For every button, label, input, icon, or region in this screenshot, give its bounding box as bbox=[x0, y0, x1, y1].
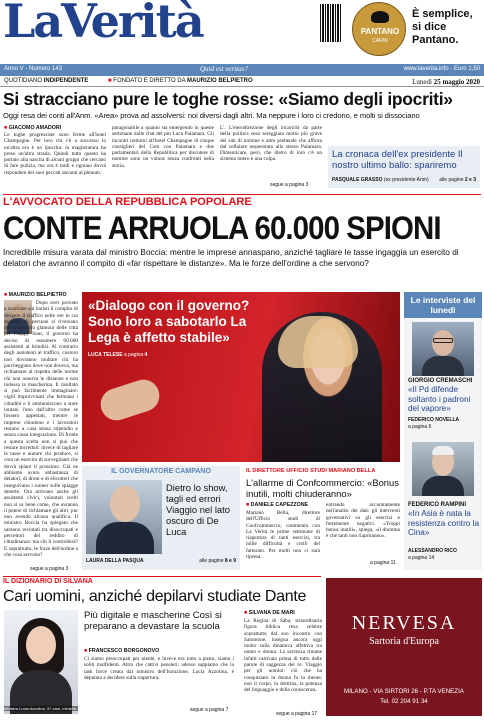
top-box-more bbox=[439, 177, 476, 183]
top-col-2: paragonabile a quanto sta emergendo in queste settimane dalle chat del pm Luca Palamara. Gli incontri notturni all'hotel Champagne di cinque consiglieri del Csm con Palamara e due parlamentari della Repubblica per discutere di nomine sono un vulnus senza confronti nella storia. bbox=[112, 125, 214, 169]
campano-byline: LAURA DELLA PASQUA bbox=[86, 558, 144, 564]
school-byline: ■ FRANCESCO BORGONOVO bbox=[84, 648, 159, 654]
dante-rule bbox=[3, 576, 321, 577]
ad-pantano-slogan: È semplice, si dice Pantano. bbox=[412, 8, 473, 46]
azzolina-face bbox=[26, 626, 56, 664]
issue-number: Anno V - Numero 143 bbox=[4, 66, 63, 72]
rampini-hair bbox=[432, 446, 454, 455]
p2-name: FEDERICO RAMPINI bbox=[408, 502, 467, 508]
main-deck: Incredibile misura varata dal ministro Boccia: mentre le imprese annaspano, anziché tagliare le tasse ingaggia un esercito di delatori che avranno il compito di «far rispettare le distanze». Ma le forze dell'ordine a che servono? bbox=[3, 247, 459, 268]
issue-date bbox=[412, 78, 480, 86]
feature-more-label: a pagina bbox=[123, 352, 144, 358]
ad-nervesa[interactable] bbox=[326, 578, 482, 716]
dante-caption: Ministra Lucia Azzolina, 37 anni, ministro bbox=[4, 706, 77, 711]
main-more[interactable]: segue a pagina 3 bbox=[30, 566, 69, 572]
founder-label: FONDATO E DIRETTO DA bbox=[113, 78, 186, 84]
silvana-more[interactable]: segue a pagina 17 bbox=[276, 711, 318, 717]
p1-name: GIORGIO CREMASCHI bbox=[408, 378, 473, 384]
p1-byline: FEDERICO NOVELLA bbox=[408, 417, 460, 423]
confcomm-more[interactable]: a pagina 11 bbox=[370, 560, 396, 566]
ad-nervesa-address: MILANO - VIA SIRTORI 26 - P.TA VENEZIA bbox=[344, 688, 464, 695]
confcomm-col-2: entrando accuratamente nell'analisi dei dati: gli interventi governativi su gli esercizi e fortemente negativi. «Troppi bonus inutili», spiega, «il dramma è che tanti non riapriranno». bbox=[326, 502, 400, 540]
top-box-author-role: (ex presidente Anm) bbox=[383, 177, 429, 183]
cremaschi-photo[interactable] bbox=[412, 322, 474, 376]
top-col-3: L'. L'eterodirezione degli incarichi da parte della politica sesa sereggiata molto più grave del suk di nomine e altre prebende che affiora dal cellulare sequestrato allo stesso Palamara. Dimenticare, però, che dietro di loro c'è un sistema intero è una colpa. bbox=[220, 125, 322, 163]
confcomm-byline: ■ DANIELE CAPEZZONE bbox=[246, 502, 308, 508]
label-quotidiano: QUOTIDIANO bbox=[4, 78, 43, 84]
main-rule bbox=[3, 194, 481, 195]
deluca-photo bbox=[86, 480, 162, 554]
bull-icon bbox=[371, 11, 389, 23]
ad-pantano-brand: PANTANO bbox=[360, 27, 400, 36]
feature-photo-hand bbox=[97, 376, 164, 425]
ad-pantano-logo[interactable] bbox=[352, 2, 406, 56]
main-byline: ■ MAURIZIO BELPIETRO bbox=[4, 292, 67, 298]
sub-bar-left bbox=[4, 78, 88, 84]
top-deck: Oggi resa dei conti all'Anm. «Area» prova ad assolversi: noi diversi dagli altri. Ma neppure i loro ci credono, e molti si dissociano bbox=[3, 111, 420, 120]
rampini-photo[interactable] bbox=[412, 442, 474, 496]
ad-pantano-sub: CARNI bbox=[372, 38, 388, 44]
ad-nervesa-brand: NERVESA bbox=[351, 612, 457, 634]
feature-more-page: 4 bbox=[144, 352, 148, 358]
date-weekday: Lunedì bbox=[412, 78, 432, 86]
masthead-logo[interactable]: LaVerità bbox=[3, 0, 203, 48]
confcomm-headline[interactable]: L'allarme di Confcommercio: «Bonus inutili, molti chiuderanno» bbox=[246, 477, 399, 499]
interviews-sidebar bbox=[404, 292, 482, 570]
sub-bar bbox=[0, 77, 484, 87]
top-side-box[interactable] bbox=[328, 146, 480, 188]
ad-nervesa-phone: Tel. 02 204 91 34 bbox=[380, 698, 428, 705]
school-more[interactable]: segue a pagina 7 bbox=[190, 707, 229, 713]
azzolina-photo bbox=[4, 610, 78, 714]
label-indipendente: INDIPENDENTE bbox=[43, 78, 89, 84]
top-box-more-pages: 2 e 3 bbox=[464, 177, 476, 183]
campano-box[interactable] bbox=[82, 466, 240, 570]
deluca-head bbox=[110, 486, 140, 522]
info-bar bbox=[0, 64, 484, 76]
cremaschi-head bbox=[432, 330, 454, 356]
p2-quote[interactable]: «In Asia è nata la resistenza contro la Cina» bbox=[408, 509, 479, 537]
deluca-body bbox=[96, 522, 154, 554]
dante-kicker: IL DIZIONARIO DI SILVANA bbox=[3, 578, 93, 585]
campano-more-pages: 8 e 9 bbox=[224, 558, 236, 564]
main-kicker: L'AVVOCATO DELLA REPUBBLICA POPOLARE bbox=[3, 196, 252, 208]
p1-quote[interactable]: «Il Pd difende soltanto i padroni del vapore» bbox=[408, 385, 471, 413]
cremaschi-body bbox=[422, 356, 464, 376]
motto: Quid est veritas? bbox=[200, 65, 248, 73]
glasses-icon bbox=[433, 338, 453, 343]
top-byline: ■ GIACOMO AMADORI bbox=[4, 125, 61, 131]
campano-headline: Dietro lo show, tagli ed errori Viaggio nel lato oscuro di De Luca bbox=[166, 482, 230, 537]
top-col-1: Le toghe progressiste sono ferme all'hotel Champagne. Per loro chi c'è a successo in un'altra era è un ipocrita: la magistratura ha preso un'altra strada. Quindi tutto questo ha portato alla nascita di alcuni gruppi che cercano di fare pulizia, ma ora è tardi e ognuno dovrà rispondere dei suoi peccati davanti al plenum. bbox=[4, 132, 106, 176]
founder: ■ FONDATO E DIRETTO DA MAURIZIO BELPIETRO bbox=[108, 78, 253, 84]
top-box-byline bbox=[332, 177, 429, 183]
main-body: Dopo aver provato a scaricare sui baristi il compito di dirigere il traffico nelle ore in cui migliaia di persone si riversano nei luoghi più glamour delle città per l'happy hour, il governo ha deciso di assumere 60.000 assistenti al brindisi. Al contrario degli assistenti al traffico, costoro non dovranno multare chi ha parcheggiato dove non doveva, ma richiamare al rispetto delle norme chi non osserva le distanze e non indossa la mascherina. Il risultato si può facilmente immaginare: vigili improvvisati che fermano i cittadini e li ammoniscono a stare lontani l'uno dall'altro come se fossero appestati, mentre le imprese chiudono e i lavoratori restano a casa senza stipendio e senza cassa integrazione. Di fronte a questa scelta non si può che restare increduli: invece di tagliare le tasse e aiutare chi produce, si crea un esercito di sorveglianti che dovrà spiare il prossimo. Già ne abbiamo avuto abbastanza di delatori, di droni e di elicotteri che inseguivano i runner sulle spiagge deserte. Ora arrivano anche gli assistenti civici, volontari scelti non si sa bene come, che avranno il potere di richiamare gli altri, pur non avendo alcuna qualifica. Il ministro Boccia ha spiegato che saranno reclutati tra disoccupati e percettori del reddito di cittadinanza: ma chi li controllerà? E soprattutto, le forze dell'ordine a che cosa servono? bbox=[4, 300, 78, 558]
p2-byline: ALESSANDRO RICO bbox=[408, 548, 457, 554]
dante-headline[interactable]: Cari uomini, anziché depilarvi studiate Dante bbox=[3, 588, 307, 605]
feature-headline: «Dialogo con il governo? Sono loro a sabotarlo La Lega è affetto stabile» bbox=[88, 298, 250, 345]
masthead bbox=[0, 0, 484, 64]
campano-more bbox=[199, 558, 236, 564]
barcode bbox=[320, 4, 342, 42]
rampini-body bbox=[422, 476, 464, 496]
school-headline[interactable]: Più digitale e mascherine Così si preparano a devastare la scuola bbox=[84, 610, 222, 632]
website-price[interactable]: www.laverita.info - Euro 1,50 bbox=[403, 66, 480, 72]
feature-photo-hair bbox=[278, 316, 358, 368]
p1-more: a pagina 6 bbox=[408, 424, 432, 430]
p2-more: a pagina 14 bbox=[408, 555, 435, 561]
feature-author: LUCA TELESE bbox=[88, 352, 123, 358]
top-box-more-label: alle pagine bbox=[439, 177, 464, 183]
top-headline[interactable]: Si stracciano pure le toghe rosse: «Siamo degli ipocriti» bbox=[3, 89, 453, 109]
confcomm-col-1: Mariano Bella, direttore dell'Ufficio studi di Confcommercio, commenta con La Verità le prime settimane di riapertura di tanti esercizi, tra mille difficoltà e crolli del fatturato. Per molti non ci sarà ripresa. bbox=[246, 510, 320, 561]
main-headline[interactable]: CONTE ARRUOLA 60.000 SPIONI bbox=[3, 210, 441, 246]
campano-kicker: IL GOVERNATORE CAMPANO bbox=[111, 468, 211, 475]
date-day: 25 maggio 2020 bbox=[433, 78, 480, 86]
top-box-title: La cronaca dell'ex presidente Il nostro ultimo ballo: spariremo bbox=[332, 149, 463, 171]
confcomm-kicker: IL DIRETTORE UFFICIO STUDI MARIANO BELLA bbox=[246, 468, 376, 474]
silvana-byline: ■ SILVANA DE MARI bbox=[244, 610, 295, 616]
founder-name: MAURIZIO BELPIETRO bbox=[186, 78, 253, 84]
ad-nervesa-sub: Sartoria d'Europa bbox=[369, 636, 439, 647]
campano-more-label: alle pagine bbox=[199, 558, 224, 564]
school-body: Ci siamo preoccupati per niente, e invece era tutto a posto, siamo i soliti malfidenti. Altro che cattivi pensieri: adesso sappiamo che la task force creata dal ministro dell'Istruzione, Lucia Azzolina, è deputata a decidere sulla riapertura. bbox=[84, 656, 234, 681]
top-box-author: PASQUALE GRASSO bbox=[332, 177, 383, 183]
feature-byline bbox=[88, 352, 147, 358]
feature-panel[interactable] bbox=[82, 292, 400, 462]
silvana-body: La Regina di Saba, straordinaria figura biblica resa celebre soprattutto dal suo incontro con Salomone, insegna ancora oggi molto sulla dinamica affettiva tra uomo e donna. La saviezza rimane infatti cattivata prima di tutto dalle parole di saggezza del re. Viaggio per gli uomini: ciò che ha conquistato la donna fu la mente, non il corpo, la dottrina, la potenza del linguaggio e della conoscenza. bbox=[244, 618, 322, 694]
top-more[interactable]: segue a pagina 3 bbox=[270, 182, 309, 188]
sidebar-title: Le interviste del lunedì bbox=[404, 292, 482, 318]
